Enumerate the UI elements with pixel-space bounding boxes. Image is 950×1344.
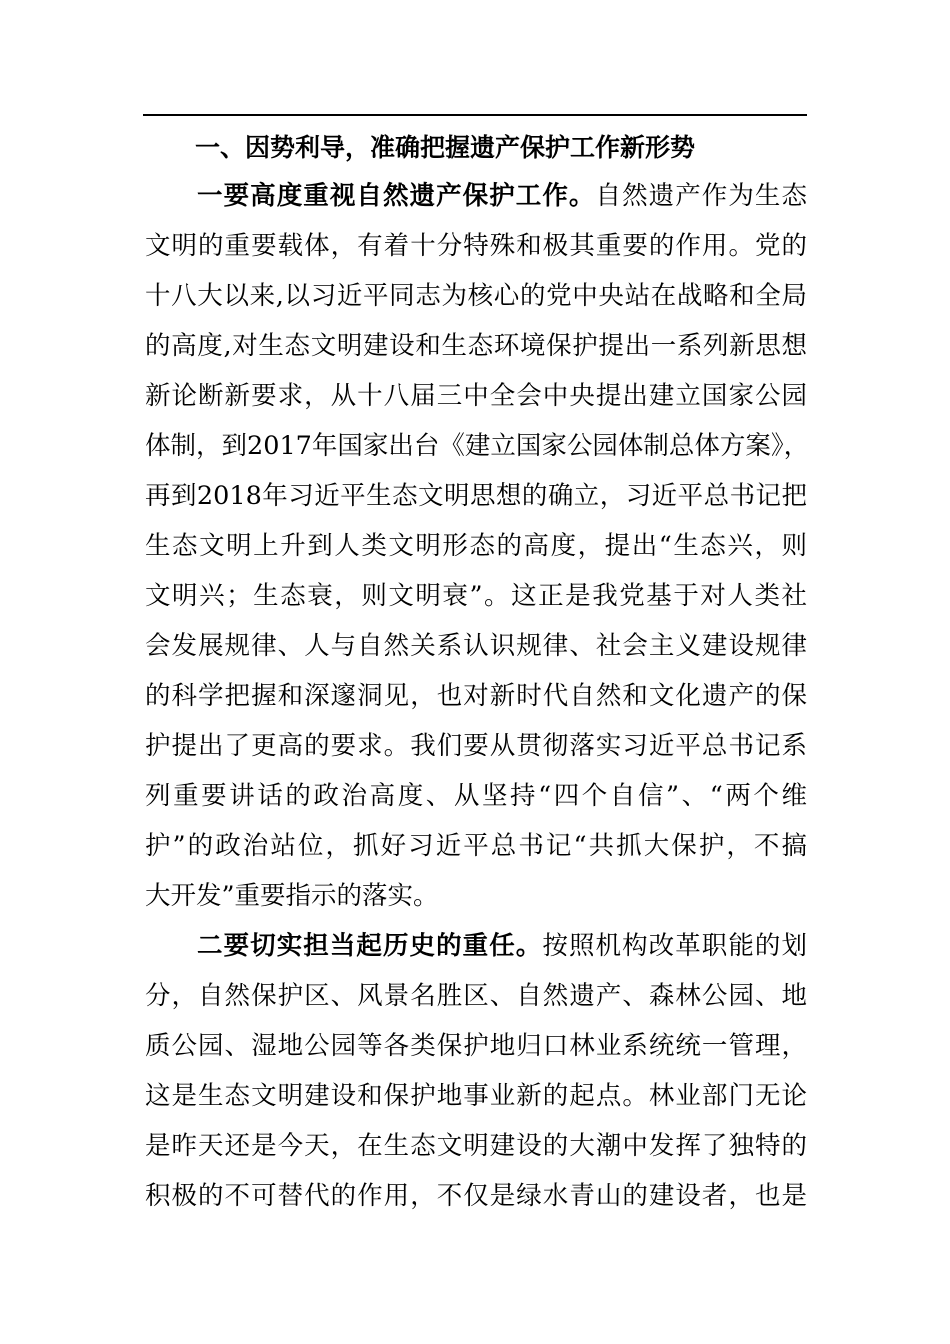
paragraph-1-line: 生态文明上升到人类文明形态的高度，提出“生态兴，则 bbox=[145, 531, 807, 561]
paragraph-1-line: 新论断新要求，从十八届三中全会中央提出建立国家公园 bbox=[145, 381, 807, 411]
paragraph-1-line: 的科学把握和深邃洞见，也对新时代自然和文化遗产的保 bbox=[145, 681, 807, 711]
paragraph-2-first-line-text: 按照机构改革职能的划 bbox=[542, 931, 807, 961]
paragraph-1-line: 十八大以来,以习近平同志为核心的党中央站在战略和全局 bbox=[145, 281, 807, 311]
header-rule bbox=[143, 114, 807, 116]
paragraph-2-line: 分，自然保护区、风景名胜区、自然遗产、森林公园、地 bbox=[145, 981, 807, 1011]
paragraph-1-lead: 一要高度重视自然遗产保护工作。 bbox=[197, 181, 596, 211]
paragraph-1-line: 再到2018年习近平生态文明思想的确立，习近平总书记把 bbox=[145, 481, 807, 511]
paragraph-2-line: 这是生态文明建设和保护地事业新的起点。林业部门无论 bbox=[145, 1081, 807, 1111]
paragraph-2-line-1 bbox=[197, 928, 807, 964]
paragraph-2-line: 是昨天还是今天，在生态文明建设的大潮中发挥了独特的 bbox=[145, 1131, 807, 1161]
paragraph-2-lead: 二要切实担当起历史的重任。 bbox=[197, 931, 543, 961]
paragraph-1-line: 体制，到2017年国家出台《建立国家公园体制总体方案》， bbox=[145, 431, 810, 461]
section-heading: 一、因势利导，准确把握遗产保护工作新形势 bbox=[195, 133, 696, 162]
paragraph-1-line: 会发展规律、人与自然关系认识规律、社会主义建设规律 bbox=[145, 631, 807, 661]
paragraph-1-line: 文明兴；生态衰，则文明衰”。这正是我党基于对人类社 bbox=[145, 581, 807, 611]
paragraph-1-first-line-text: 自然遗产作为生态 bbox=[595, 181, 807, 211]
paragraph-1-line: 列重要讲话的政治高度、从坚持“四个自信”、“两个维 bbox=[145, 781, 807, 811]
paragraph-2-line: 积极的不可替代的作用，不仅是绿水青山的建设者，也是 bbox=[145, 1181, 807, 1211]
paragraph-1-line: 的高度,对生态文明建设和生态环境保护提出一系列新思想 bbox=[145, 331, 807, 361]
paragraph-1-line-1 bbox=[197, 178, 807, 214]
paragraph-1-line: 护”的政治站位，抓好习近平总书记“共抓大保护，不搞 bbox=[145, 831, 807, 861]
paragraph-1-line: 文明的重要载体，有着十分特殊和极其重要的作用。党的 bbox=[145, 231, 807, 261]
paragraph-1-last-line: 大开发”重要指示的落实。 bbox=[145, 881, 439, 911]
paragraph-2-line: 质公园、湿地公园等各类保护地归口林业系统统一管理， bbox=[145, 1031, 807, 1061]
paragraph-1-line: 护提出了更高的要求。我们要从贯彻落实习近平总书记系 bbox=[145, 731, 807, 761]
